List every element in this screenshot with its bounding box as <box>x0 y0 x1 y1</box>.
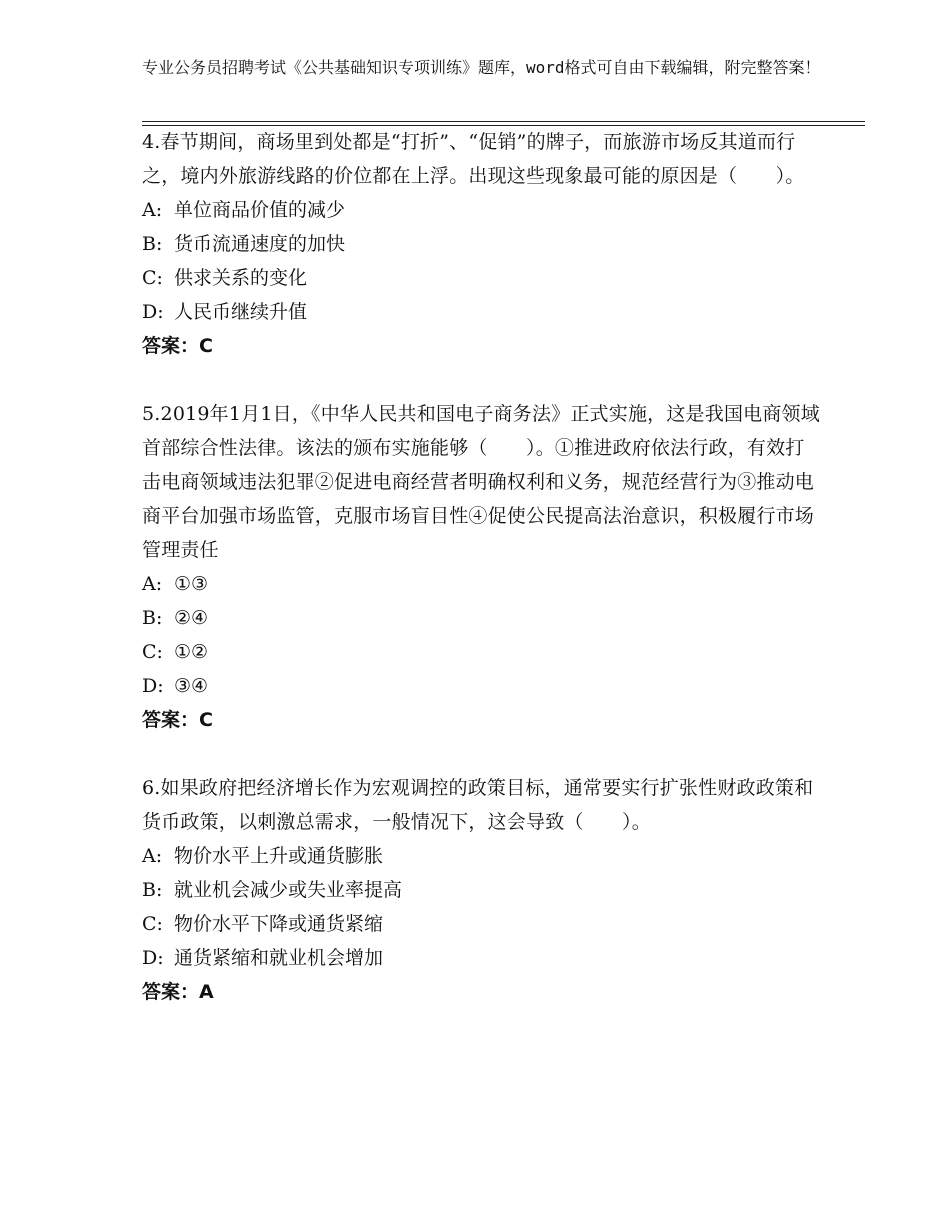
option-letter: B: <box>142 879 163 901</box>
option-b <box>142 227 822 261</box>
option-letter: D: <box>142 301 164 323</box>
option-a <box>142 567 822 601</box>
option-b <box>142 601 822 635</box>
option-text: 人民币继续升值 <box>174 301 308 323</box>
option-text: ①③ <box>174 573 209 595</box>
option-letter: C: <box>142 267 163 289</box>
question-6 <box>142 771 822 1009</box>
option-letter: A: <box>142 199 163 221</box>
option-text: 单位商品价值的减少 <box>174 199 346 221</box>
option-letter: B: <box>142 233 163 255</box>
option-c <box>142 907 822 941</box>
option-c <box>142 261 822 295</box>
option-text: 货币流通速度的加快 <box>174 233 346 255</box>
option-letter: D: <box>142 675 164 697</box>
option-letter: B: <box>142 607 163 629</box>
option-text: ③④ <box>174 675 209 697</box>
option-d <box>142 669 822 703</box>
option-a <box>142 193 822 227</box>
option-a <box>142 839 822 873</box>
question-stem: 6.如果政府把经济增长作为宏观调控的政策目标，通常要实行扩张性财政政策和货币政策，以刺激总需求，一般情况下，这会导致（ ）。 <box>142 777 814 833</box>
header-divider-top <box>142 121 865 122</box>
option-letter: C: <box>142 641 163 663</box>
question-stem: 5.2019年1月1日，《中华人民共和国电子商务法》正式实施，这是我国电商领域首部综合性法律。该法的颁布实施能够（ ）。①推进政府依法行政，有效打击电商领域违法犯罪②促进电商经营者明确权利和义务，规范经营行为③推动电商平台加强市场监管，克服市场盲目性④促使公民提高法治意识，积极履行市场管理责任 <box>142 403 820 561</box>
option-text: 物价水平上升或通货膨胀 <box>174 845 384 867</box>
question-list <box>142 125 822 1009</box>
answer-line: 答案：A <box>142 981 214 1003</box>
option-text: 就业机会减少或失业率提高 <box>174 879 403 901</box>
document-header: 专业公务员招聘考试《公共基础知识专项训练》题库，word格式可自由下载编辑，附完整答案！ <box>142 58 821 77</box>
option-text: 通货紧缩和就业机会增加 <box>174 947 384 969</box>
option-d <box>142 295 822 329</box>
option-d <box>142 941 822 975</box>
answer-line: 答案：C <box>142 709 213 731</box>
option-b <box>142 873 822 907</box>
option-text: ②④ <box>174 607 209 629</box>
option-letter: D: <box>142 947 164 969</box>
answer-line: 答案：C <box>142 335 213 357</box>
option-letter: C: <box>142 913 163 935</box>
question-5 <box>142 397 822 737</box>
question-4 <box>142 125 822 363</box>
option-c <box>142 635 822 669</box>
option-text: 物价水平下降或通货紧缩 <box>174 913 384 935</box>
option-text: ①② <box>174 641 209 663</box>
question-stem: 4.春节期间，商场里到处都是“打折”、“促销”的牌子，而旅游市场反其道而行之，境内外旅游线路的价位都在上浮。出现这些现象最可能的原因是（ ）。 <box>142 131 805 187</box>
option-letter: A: <box>142 845 163 867</box>
option-letter: A: <box>142 573 163 595</box>
option-text: 供求关系的变化 <box>174 267 308 289</box>
